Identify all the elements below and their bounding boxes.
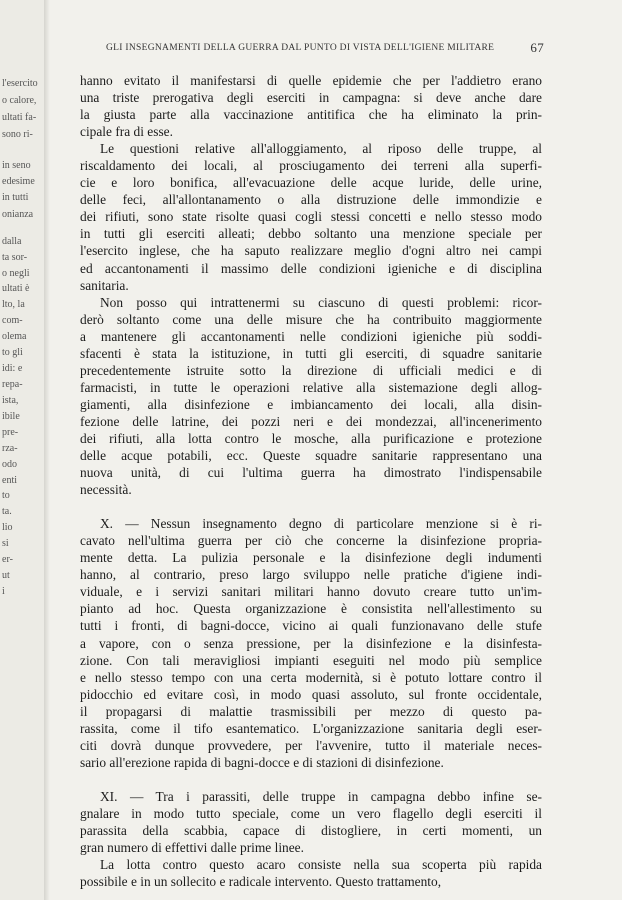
text-line: dei rifiuti, sono state risolte quasi cogli stessi concetti e nello stesso modo — [80, 209, 542, 225]
gutter-fragment: dalla — [2, 236, 22, 247]
text-line: sfacenti è stata la istituzione, in tutti gli eserciti, di squadre sanitarie — [80, 345, 542, 361]
text-line: farmacisti, in tutte le operazioni relative alla sistemazione degli allog- — [80, 379, 542, 395]
gutter-fragment: ultati è — [2, 283, 30, 294]
text-line: precedentemente istruite sotto la direzione di ufficiali medici e di — [80, 362, 542, 378]
gutter-fragment: onianza — [2, 209, 34, 220]
text-line: l'esercito inglese, che ha saputo realizzare meglio d'ogni altro nei campi — [80, 243, 542, 259]
paragraph — [80, 294, 542, 499]
gutter-fragment: o negli — [2, 268, 30, 279]
gutter-fragment: idi: e — [2, 363, 23, 374]
paragraph — [80, 515, 542, 771]
paragraph — [80, 856, 542, 890]
gutter-fragment: repa- — [2, 379, 23, 390]
text-line: derò soltanto come una delle misure che ha contribuito maggiormente — [80, 311, 542, 327]
text-line: a mantenere gli accantonamenti nelle condizioni igieniche più soddi- — [80, 328, 542, 344]
gutter-fragment: pre- — [2, 427, 19, 438]
text-line: delle acque potabili, ecc. Queste squadre sanitarie rappresentano una — [80, 448, 542, 464]
gutter-fragment: sono ri- — [2, 129, 33, 140]
text-line: ed accantonamenti il massimo delle condizioni igieniche e di disciplina — [80, 260, 542, 276]
text-line: riscaldamento dei locali, al prosciugamento dei terreni alla superfi- — [80, 158, 542, 174]
gutter-fragment: o calore, — [2, 95, 37, 106]
text-line: rassita, come il tifo esantematico. L'organizzazione sanitaria degli eser- — [80, 720, 542, 736]
text-line: zione. Con tali meravigliosi impianti eseguiti nel modo più semplice — [80, 652, 542, 668]
gutter-fragment: ista, — [2, 395, 19, 406]
gutter-fragment: odo — [2, 459, 17, 470]
text-line: la giusta parte alla vaccinazione antitifica che ha eliminato la prin- — [80, 107, 542, 123]
gutter-fragment: edesime — [2, 176, 35, 187]
gutter-fragment: enti — [2, 475, 17, 486]
text-line: una triste prerogativa degli eserciti in campagna: si deve anche dare — [80, 90, 542, 106]
paragraph-gap — [80, 498, 542, 515]
text-line: cavato nell'ultima guerra per ciò che concerne la disinfezione propria- — [80, 533, 542, 549]
gutter-fragment: i — [2, 586, 5, 597]
text-line: gran numero di effettivi dalle prime linee. — [80, 840, 304, 856]
gutter-fragment: ta. — [2, 506, 12, 517]
running-header — [106, 41, 544, 57]
text-line: fezione delle latrine, dei pozzi neri e dei mondezzai, all'incenerimento — [80, 413, 542, 429]
paragraph-gap — [80, 771, 542, 788]
text-line: X. — Nessun insegnamento degno di particolare menzione si è ri- — [100, 516, 542, 532]
text-line: sanitaria. — [80, 277, 129, 293]
gutter-fragment: lio — [2, 522, 13, 533]
page-number: 67 — [530, 40, 544, 55]
gutter-fragment: ibile — [2, 411, 20, 422]
gutter-fragment: in seno — [2, 160, 31, 171]
gutter-fragment: to — [2, 490, 10, 501]
text-line: necessità. — [80, 482, 132, 498]
text-line: parassita della scabbia, capace di distogliere, in certi momenti, un — [80, 822, 542, 838]
paragraph — [80, 788, 542, 856]
text-line: e nello stesso tempo con una certa modernità, si è potuto lottare contro il — [80, 669, 542, 685]
gutter-fragment: er- — [2, 554, 13, 565]
gutter-fragment: ultati fa- — [2, 112, 37, 123]
gutter-fragment: olema — [2, 331, 27, 342]
text-line: cipale fra di esse. — [80, 124, 173, 140]
text-line: dei rifiuti, alla lotta contro le mosche, alla purificazione e protezione — [80, 430, 542, 446]
gutter-fragment: in tutti — [2, 192, 29, 203]
text-line: in tutti gli eserciti alleati; debbo soltanto una menzione speciale per — [80, 226, 542, 242]
page-fold-shadow — [44, 0, 50, 900]
text-line: La lotta contro questo acaro consiste nella sua scoperta più rapida — [100, 857, 542, 873]
gutter-fragment: com- — [2, 315, 23, 326]
text-line: sario all'erezione rapida di bagni-docce e di stazioni di disinfezione. — [80, 754, 444, 770]
page-body — [80, 72, 542, 890]
text-line: hanno, al contrario, preso largo sviluppo nelle pratiche d'igiene indi- — [80, 567, 542, 583]
text-line: XI. — Tra i parassiti, delle truppe in campagna debbo infine se- — [100, 788, 542, 804]
text-line: delle feci, all'allontanamento o alla distruzione delle immondizie e — [80, 192, 542, 208]
gutter-fragment: lto, la — [2, 299, 25, 310]
text-line: possibile e in un sollecito e radicale intervento. Questo trattamento, — [80, 874, 442, 890]
gutter-fragment: si — [2, 538, 9, 549]
text-line: Le questioni relative all'alloggiamento, al riposo delle truppe, al — [100, 141, 542, 157]
gutter-fragment: to gli — [2, 347, 23, 358]
text-line: giamenti, alla disinfezione e imbiancamento dei locali, alla disin- — [80, 396, 542, 412]
text-line: tutti i fronti, di bagni-docce, vicino ai quali funzionavano delle stufe — [80, 618, 542, 634]
gutter-fragment: l'esercito — [2, 78, 38, 89]
adjacent-page-gutter — [0, 0, 44, 900]
text-line: citi dovrà dunque provvedere, per l'avvenire, tutto il materiale neces- — [80, 737, 542, 753]
paragraph — [80, 72, 542, 140]
text-line: il propagarsi di malattie trasmissibili per mezzo di questo pa- — [80, 703, 542, 719]
text-line: viduale, e i servizi sanitari militari hanno dovuto creare tutto un'im- — [80, 584, 542, 600]
text-line: gnalare in modo tutto speciale, come un vero flagello degli eserciti il — [80, 805, 542, 821]
text-line: a vapore, con o senza pressione, per la disinfezione e la disinfesta- — [80, 635, 542, 651]
text-line: pianto ad hoc. Questa organizzazione è consistita nell'allestimento su — [80, 601, 542, 617]
gutter-fragment: ut — [2, 570, 10, 581]
gutter-fragment: ta sor- — [2, 252, 28, 263]
text-line: mente detta. La pulizia personale e la disinfezione degli indumenti — [80, 550, 542, 566]
running-title: GLI INSEGNAMENTI DELLA GUERRA DAL PUNTO DI VISTA DELL'IGIENE MILITARE — [106, 43, 495, 53]
text-line: pidocchio ed evitare così, in modo quasi assoluto, sul fronte occidentale, — [80, 686, 542, 702]
text-line: hanno evitato il manifestarsi di quelle epidemie che per l'addietro erano — [80, 73, 542, 88]
gutter-fragment: rza- — [2, 443, 18, 454]
text-line: cie e loro bonifica, all'evacuazione delle acque luride, delle urine, — [80, 175, 542, 191]
paragraph — [80, 140, 542, 293]
text-line: nuova unità, di cui l'ultima guerra ha dimostrato l'indispensabile — [80, 465, 542, 481]
text-line: Non posso qui intrattenermi su ciascuno di questi problemi: ricor- — [100, 294, 542, 310]
